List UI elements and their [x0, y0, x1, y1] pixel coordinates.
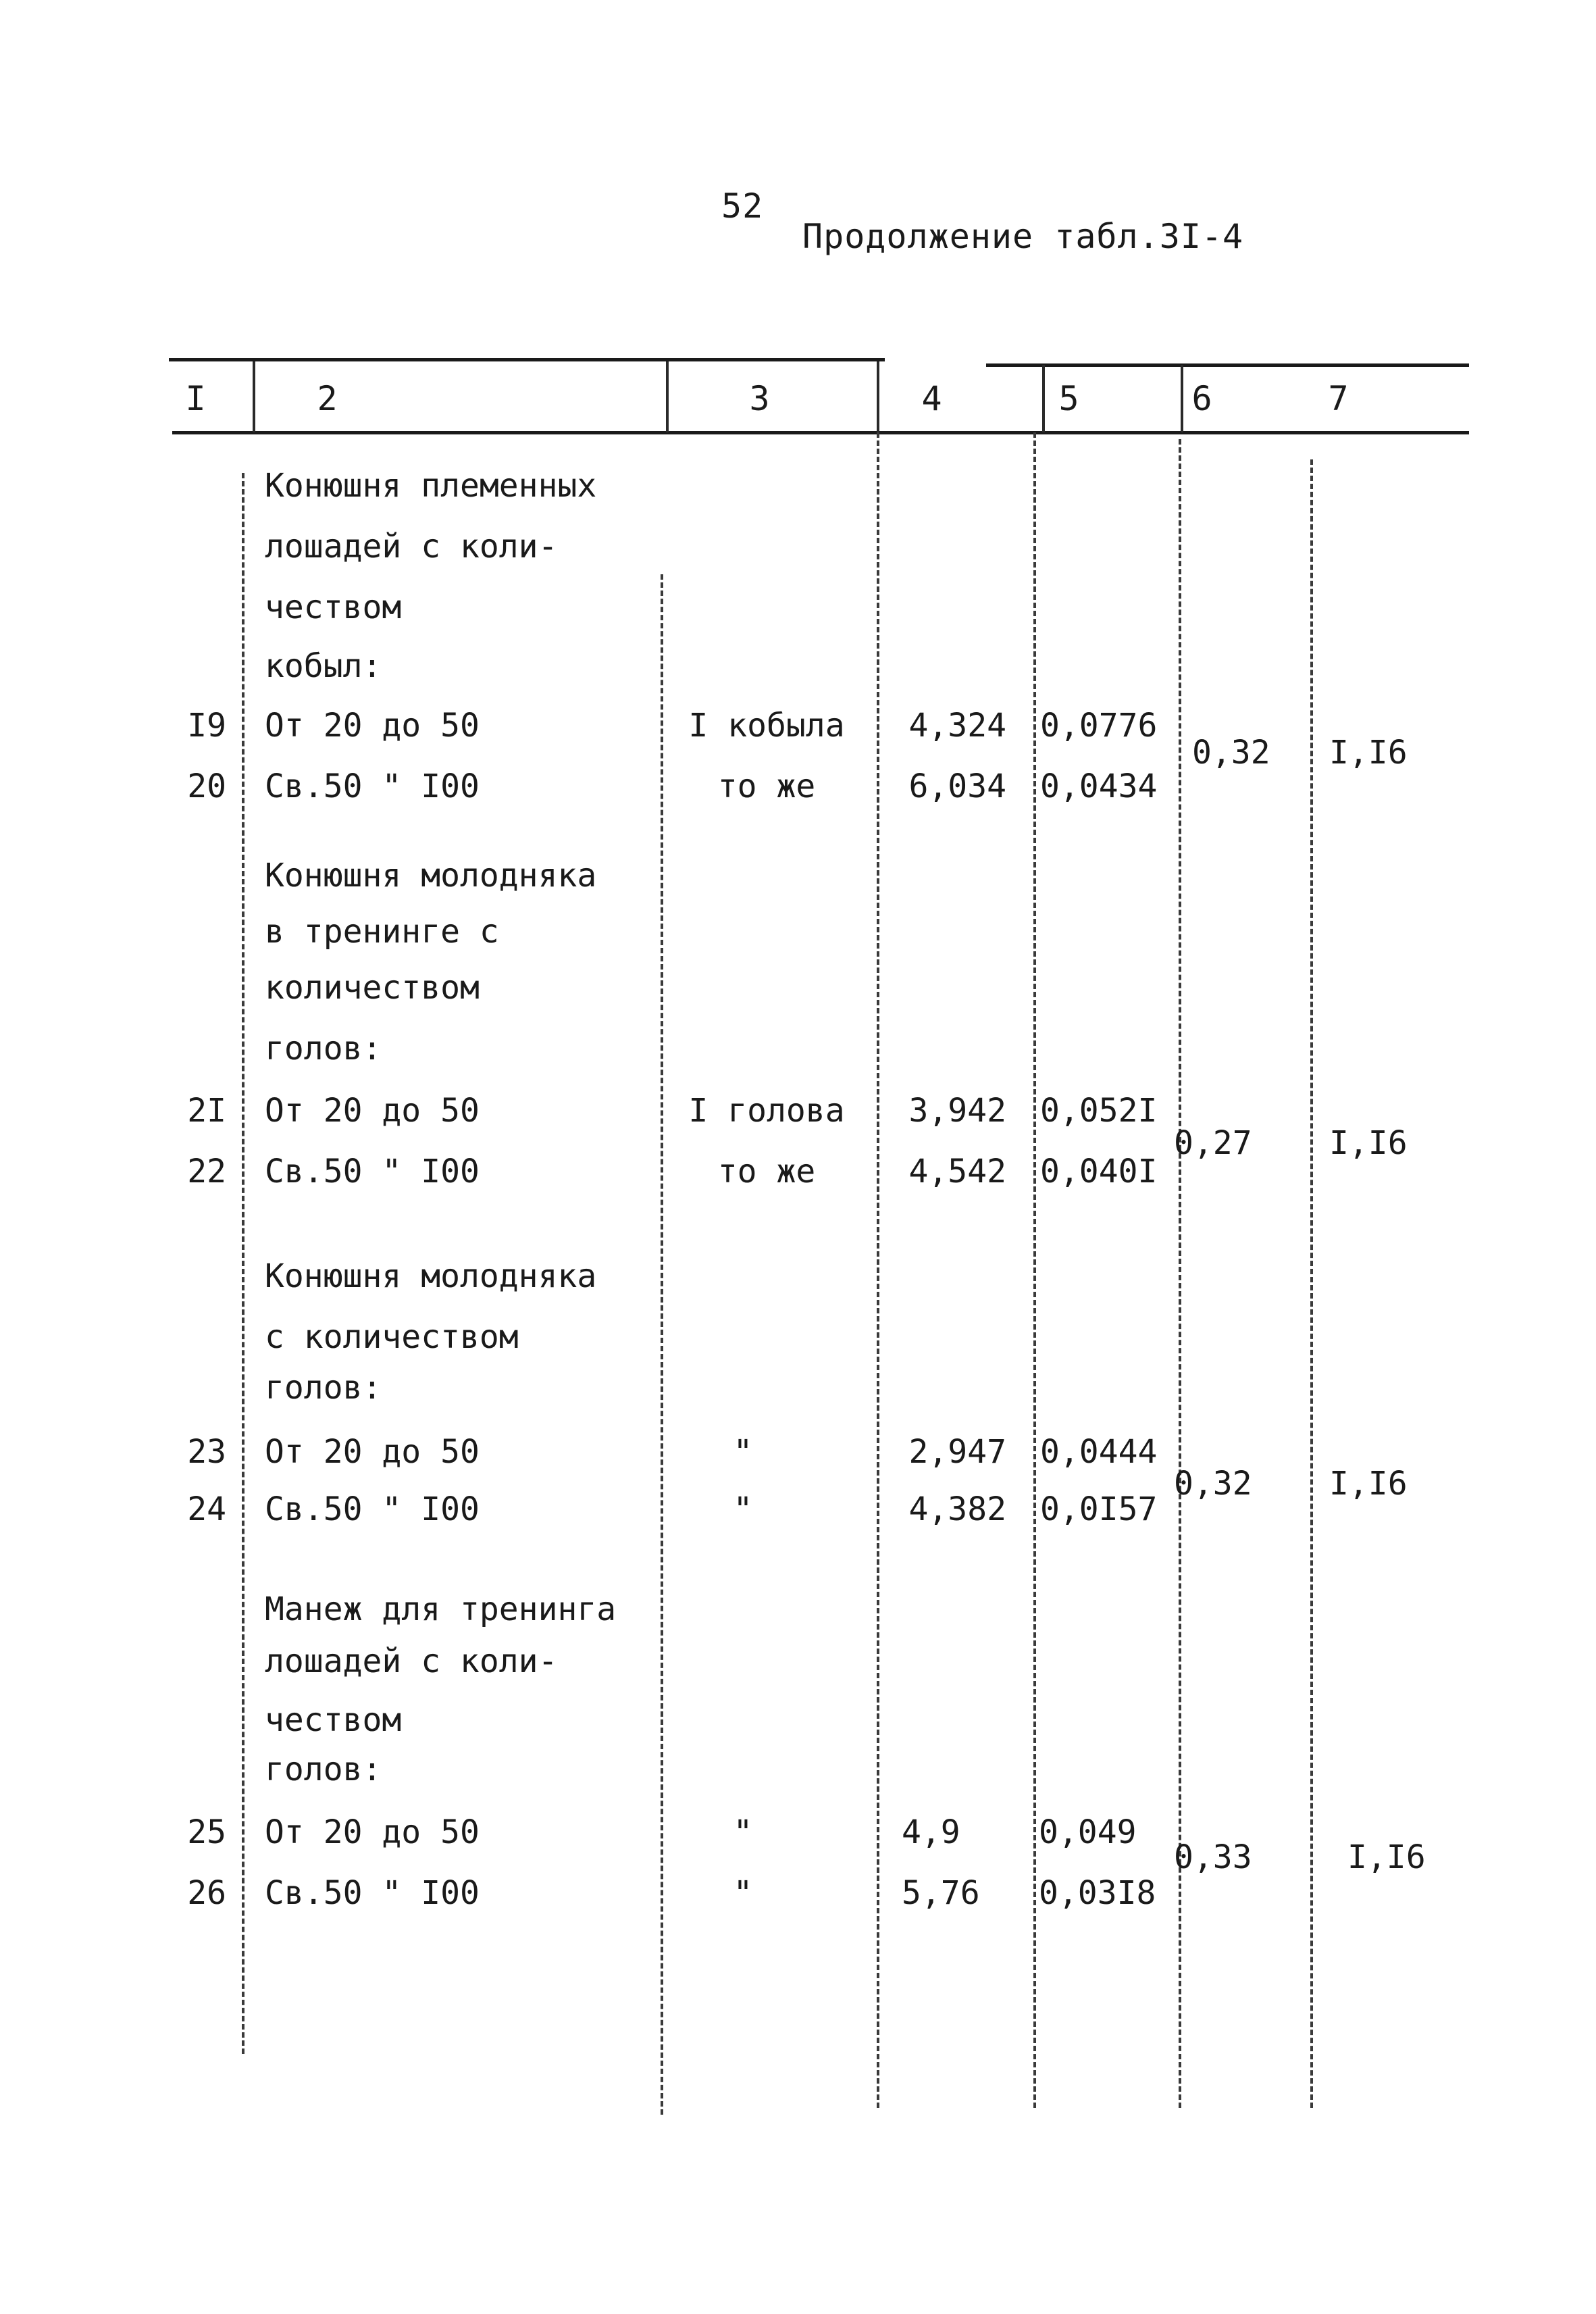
col-header-5: 5: [1058, 379, 1080, 418]
row-number: 25: [187, 1813, 226, 1851]
col-header-3: 3: [749, 379, 771, 418]
body-divider-6-7: [1310, 459, 1313, 2108]
row-col4: 4,9: [902, 1813, 960, 1851]
row-col5: 0,052I: [1040, 1092, 1158, 1130]
row-col4: 3,942: [908, 1092, 1006, 1130]
col-header-2: 2: [317, 379, 338, 418]
row-description: От 20 до 50: [265, 1433, 480, 1471]
group-col6: 0,32: [1174, 1465, 1252, 1503]
row-unit: ": [733, 1490, 753, 1528]
row-col4: 4,542: [908, 1153, 1006, 1190]
row-col5: 0,0I57: [1040, 1490, 1158, 1528]
row-description: От 20 до 50: [265, 1092, 480, 1130]
row-col5: 0,040I: [1040, 1153, 1158, 1190]
table-top-rule-right: [986, 363, 1469, 367]
row-number: 24: [187, 1490, 226, 1528]
row-unit: I кобыла: [688, 707, 845, 745]
group-title-line: чеством: [265, 588, 402, 626]
row-col4: 4,324: [908, 707, 1006, 745]
header-divider-1-2: [253, 361, 255, 432]
group-col6: 0,33: [1174, 1838, 1252, 1876]
group-title-line: лошадей с коли-: [265, 1642, 558, 1680]
table-caption: Продолжение табл.3I-4: [802, 217, 1244, 256]
header-divider-3-4: [877, 361, 879, 432]
group-title-line: Конюшня молодняка: [265, 1257, 597, 1295]
table-header-bottom-rule: [172, 431, 1469, 434]
row-unit: ": [733, 1813, 753, 1851]
row-col4: 6,034: [908, 768, 1006, 805]
row-col4: 5,76: [902, 1874, 980, 1912]
page-number: 52: [721, 186, 764, 226]
group-title-line: лошадей с коли-: [265, 528, 558, 565]
row-description: От 20 до 50: [265, 1813, 480, 1851]
col-header-4: 4: [921, 379, 943, 418]
row-col4: 4,382: [908, 1490, 1006, 1528]
group-title-line: Манеж для тренинга: [265, 1590, 617, 1628]
group-col7: I,I6: [1329, 1124, 1408, 1162]
row-unit: ": [733, 1874, 753, 1912]
row-unit: то же: [717, 1153, 816, 1190]
row-col5: 0,049: [1039, 1813, 1137, 1851]
row-description: Св.50 " I00: [265, 768, 480, 805]
row-col5: 0,03I8: [1039, 1874, 1156, 1912]
group-title-line: Конюшня молодняка: [265, 857, 597, 895]
body-divider-2-3: [661, 574, 663, 2115]
row-description: Св.50 " I00: [265, 1874, 480, 1912]
row-unit: ": [733, 1433, 753, 1471]
row-unit: то же: [717, 768, 816, 805]
row-number: I9: [187, 707, 226, 745]
row-col5: 0,0434: [1040, 768, 1158, 805]
row-description: От 20 до 50: [265, 707, 480, 745]
group-title-line: Конюшня племенных: [265, 467, 597, 505]
group-title-line: чеством: [265, 1701, 402, 1739]
group-col7: I,I6: [1347, 1838, 1426, 1876]
col-header-1: I: [185, 379, 207, 418]
header-divider-4-5: [1042, 365, 1045, 432]
row-number: 2I: [187, 1092, 226, 1130]
col-header-6: 6: [1191, 379, 1213, 418]
group-col7: I,I6: [1329, 734, 1408, 772]
group-title-line: кобыл:: [265, 647, 382, 685]
row-col5: 0,0444: [1040, 1433, 1158, 1471]
col-header-7: 7: [1328, 379, 1349, 418]
group-col6: 0,27: [1174, 1124, 1252, 1162]
group-col6: 0,32: [1192, 734, 1270, 772]
row-number: 22: [187, 1153, 226, 1190]
body-divider-4-5: [1033, 432, 1036, 2108]
group-col7: I,I6: [1329, 1465, 1408, 1503]
group-title-line: с количеством: [265, 1318, 519, 1356]
row-unit: I голова: [688, 1092, 845, 1130]
table-top-rule-left: [169, 358, 885, 361]
row-col4: 2,947: [908, 1433, 1006, 1471]
header-divider-2-3: [666, 361, 669, 432]
group-title-line: голов:: [265, 1751, 382, 1788]
row-number: 23: [187, 1433, 226, 1471]
group-title-line: голов:: [265, 1030, 382, 1067]
row-description: Св.50 " I00: [265, 1490, 480, 1528]
row-col5: 0,0776: [1040, 707, 1158, 745]
body-divider-1-2: [242, 473, 244, 2054]
row-number: 20: [187, 768, 226, 805]
group-title-line: количеством: [265, 969, 480, 1007]
group-title-line: голов:: [265, 1369, 382, 1407]
row-number: 26: [187, 1874, 226, 1912]
group-title-line: в тренинге с: [265, 913, 499, 951]
row-description: Св.50 " I00: [265, 1153, 480, 1190]
body-divider-3-4: [877, 432, 879, 2108]
